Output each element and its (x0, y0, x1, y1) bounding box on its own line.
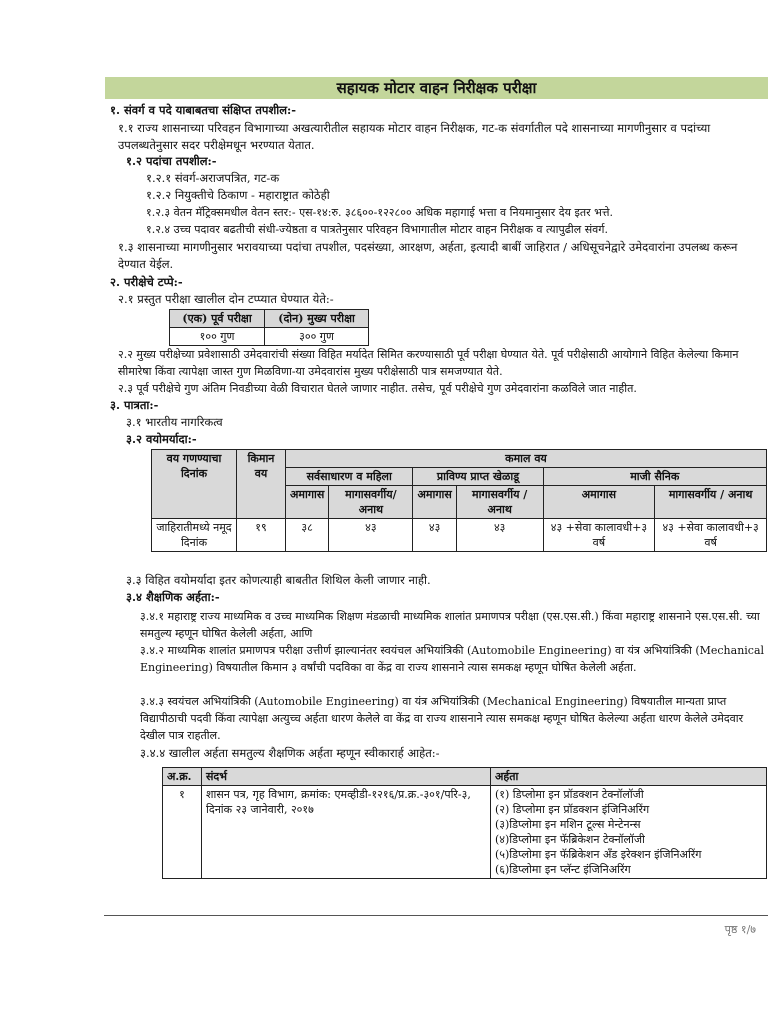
age-cell: ४३ (456, 519, 543, 552)
exam-marks-prelim: १०० गुण (170, 328, 265, 346)
heading-3-2: ३.२ वयोमर्यादा:- (126, 432, 197, 446)
page-title: सहायक मोटार वाहन निरीक्षक परीक्षा (336, 79, 537, 97)
para-1-2-2: १.२.२ नियुक्तीचे ठिकाण - महाराष्ट्रात कोठेही (146, 188, 330, 202)
para-2-2: २.२ मुख्य परीक्षेच्या प्रवेशासाठी उमेदवारांची संख्या विहित मर्यादेत सिमित करण्यासाठी पूर्व परीक्षा घेण्यात येते. पूर्व परीक्षेसाठी आयोगाने विहित केलेल्या किमान सीमारेषा किंवा त्यापेक्षा जास्त गुण मिळविणा-या उमेदवारांस मुख्य परीक्षेसाठी पात्र समजण्यात येते. (118, 348, 739, 378)
age-sub-open: अमागास (413, 486, 456, 519)
qual-header-ref: संदर्भ (202, 768, 491, 786)
qual-header-no: अ.क्र. (163, 768, 202, 786)
age-cell: ४३ +सेवा कालावधी+३ वर्ष (655, 519, 767, 552)
qual-item: (६)डिप्लोमा इन प्लॅन्ट इंजिनिअरिंग (495, 863, 631, 876)
para-1-2-1: १.२.१ संवर्ग-अराजपत्रित, गट-क (146, 171, 280, 185)
age-group-exservice: माजी सैनिक (543, 468, 766, 486)
para-1-1: १.१ राज्य शासनाच्या परिवहन विभागाच्या अखत्यारीतील सहायक मोटार वाहन निरीक्षक, गट-क संवर्गातील पदे शासनाच्या मागणीनुसार व पदांच्या उपलब्धतेनुसार सदर परीक्षेमधून भरण्यात येतात. (118, 121, 711, 152)
para-3-1: ३.१ भारतीय नागरिकत्व (126, 415, 223, 429)
page-number: पृष्ठ १/७ (724, 923, 756, 936)
age-cell: ४३ (329, 519, 413, 552)
age-row-label: जाहिरातीमध्ये नमूद दिनांक (152, 519, 237, 552)
heading-1-2: १.२ पदांचा तपशील:- (126, 154, 217, 168)
para-3-4-3: ३.४.३ स्वयंचल अभियांत्रिकी (Automobile Engineering) वा यंत्र अभियांत्रिकी (Mechanical Engineering) विषयातील मान्यता प्राप्त विद्यापीठाची पदवी किंवा त्यापेक्षा अत्युच्च अर्हता धारण केलेले वा केंद्र वा राज्य शासनाने त्यास समकक्ष म्हणून घोषित केलेल्या अर्हता धारण केलेले उमेदवार देखील पात्र राहतील. (140, 695, 744, 742)
para-2-1: २.१ प्रस्तुत परीक्षा खालील दोन टप्प्यात घेण्यात येते:- (118, 292, 334, 306)
qual-header-qualification: अर्हता (491, 768, 767, 786)
section-3-heading: ३. पात्रता:- (110, 398, 159, 412)
age-limit-table (151, 449, 767, 552)
qual-items-cell (491, 786, 767, 879)
qual-item: (३)डिप्लोमा इन मशिन टूल्स मेन्टेनन्स (495, 818, 641, 831)
qual-item: (५)डिप्लोमा इन फॅब्रिकेशन अँड इरेक्शन इंजिनिअरिंग (495, 848, 702, 861)
age-sub-backward: मागासवर्गीय/ अनाथ (329, 486, 413, 519)
age-sub-open: अमागास (286, 486, 329, 519)
age-cell: ३८ (286, 519, 329, 552)
qual-item: (४)डिप्लोमा इन फॅब्रिकेशन टेक्नॉलॉजी (495, 833, 645, 846)
age-cell: ४३ (413, 519, 456, 552)
age-col-date: वय गणण्याचा दिनांक (152, 450, 237, 519)
age-sub-backward: मागासवर्गीय / अनाथ (456, 486, 543, 519)
qual-reference: शासन पत्र, गृह विभाग, क्रमांक: एमव्हीडी-१२१६/प्र.क्र.-३०१/परि-३, दिनांक २३ जानेवारी, २०१७ (202, 786, 491, 879)
section-1-heading: १. संवर्ग व पदे याबाबतचा संक्षिप्त तपशील:- (110, 103, 297, 117)
qualification-table (162, 767, 767, 879)
age-sub-open: अमागास (543, 486, 655, 519)
age-col-max: कमाल वय (286, 450, 767, 468)
para-3-4-1: ३.४.१ महाराष्ट्र राज्य माध्यमिक व उच्च माध्यमिक शिक्षण मंडळाची माध्यमिक शालांत प्रमाणपत्र परीक्षा (एस.एस.सी.) किंवा महाराष्ट्र शासनाने एस.एस.सी. च्या समतुल्य म्हणून घोषित केलेली अर्हता, आणि (140, 610, 760, 640)
exam-stage-table (169, 309, 369, 346)
para-3-4-4: ३.४.४ खालील अर्हता समतुल्य शैक्षणिक अर्हता म्हणून स्वीकारार्ह आहेत:- (140, 746, 440, 760)
exam-header-prelim: (एक) पूर्व परीक्षा (170, 310, 265, 328)
para-1-2-3: १.२.३ वेतन मॅट्रिक्समधील वेतन स्तर:- एस-१४:रु. ३८६००-१२२८०० अधिक महागाई भत्ता व नियमानुसार देय इतर भत्ते. (146, 206, 613, 219)
para-1-2-4: १.२.४ उच्च पदावर बढतीची संधी-ज्येष्ठता व पात्रतेनुसार परिवहन विभागातील मोटार वाहन निरीक्षक व त्यापुढील संवर्ग. (146, 223, 608, 236)
para-2-3: २.३ पूर्व परीक्षेचे गुण अंतिम निवडीच्या वेळी विचारात घेतले जाणार नाहीत. तसेच, पूर्व परीक्षेचे गुण उमेदवारांना कळविले जात नाहीत. (118, 382, 637, 395)
age-cell: ४३ +सेवा कालावधी+३ वर्ष (543, 519, 655, 552)
para-1-3: १.३ शासनाच्या मागणीनुसार भरावयाच्या पदांचा तपशील, पदसंख्या, आरक्षण, अर्हता, इत्यादी बाबीं जाहिरात / अधिसूचनेद्वारे उमेदवारांना उपलब्ध करून देण्यात येईल. (118, 240, 738, 271)
exam-marks-main: ३०० गुण (265, 328, 369, 346)
age-sub-backward: मागासवर्गीय / अनाथ (655, 486, 767, 519)
para-3-3: ३.३ विहित वयोमर्यादा इतर कोणत्याही बाबतीत शिथिल केली जाणार नाही. (126, 573, 431, 587)
section-2-heading: २. परीक्षेचे टप्पे:- (110, 275, 183, 289)
age-cell: १९ (237, 519, 286, 552)
qual-item: (२) डिप्लोमा इन प्रॉडक्शन इंजिनिअरिंग (495, 803, 650, 816)
age-group-sports: प्राविण्य प्राप्त खेळाडू (413, 468, 543, 486)
para-3-4-2: ३.४.२ माध्यमिक शालांत प्रमाणपत्र परीक्षा उत्तीर्ण झाल्यानंतर स्वयंचल अभियांत्रिकी (Automobile Engineering) वा यंत्र अभियांत्रिकी (Mechanical Engineering) विषयातील किमान ३ वर्षांची पदविका वा केंद्र वा राज्य शासनाने त्यास समकक्ष म्हणून घोषित केलेली अर्हता. (140, 644, 765, 674)
age-group-general: सर्वसाधारण व महिला (286, 468, 413, 486)
footer-divider (104, 915, 768, 916)
age-col-min: किमान वय (237, 450, 286, 519)
heading-3-4: ३.४ शैक्षणिक अर्हता:- (126, 590, 220, 604)
qual-row-no: १ (163, 786, 202, 879)
qual-item: (१) डिप्लोमा इन प्रॉडक्शन टेक्नॉलॉजी (495, 788, 644, 801)
exam-header-main: (दोन) मुख्य परीक्षा (265, 310, 369, 328)
